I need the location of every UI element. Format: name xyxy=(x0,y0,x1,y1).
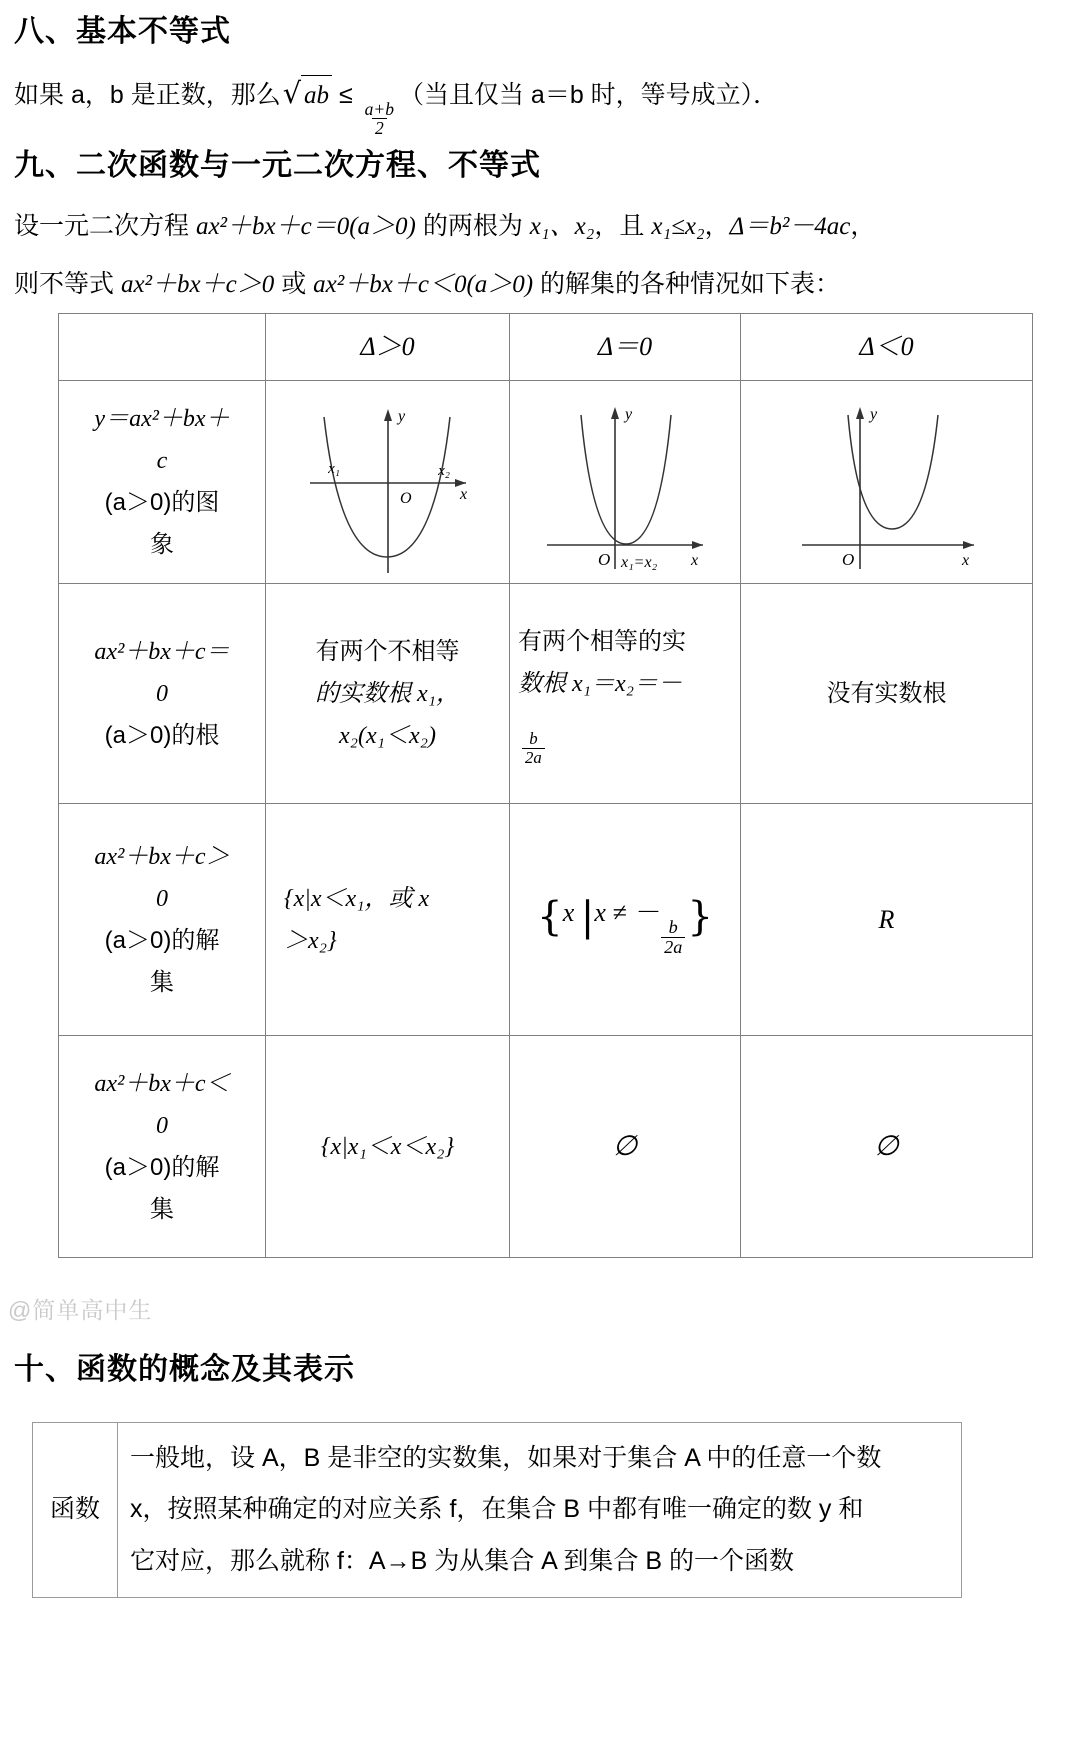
row-label-roots xyxy=(59,584,266,804)
label-x2: x₂ xyxy=(437,463,450,479)
cell-line: R xyxy=(878,904,895,934)
basic-inequality-statement xyxy=(14,76,779,139)
line2-inequality-1: ax²＋bx＋c＞0 xyxy=(120,271,275,298)
parabola-curve xyxy=(848,415,938,529)
label-x-axis: x xyxy=(961,552,969,569)
cell-line: ∅ xyxy=(874,1131,899,1162)
row-label-line: ax²＋bx＋c＜ xyxy=(94,1070,230,1097)
fraction-denominator: 2a xyxy=(522,748,545,767)
table-row xyxy=(59,584,1033,804)
cell-line: 数根 x₁＝x₂＝－ xyxy=(518,670,682,697)
set-condition: x ≠ － xyxy=(594,897,660,927)
roots-cell-delta-lt xyxy=(741,584,1033,804)
cell-line: 有两个相等的实 xyxy=(518,627,686,655)
row-label-graph xyxy=(59,381,266,584)
definition-line: 它对应，那么就称 f：A→B 为从集合 A 到集合 B 的一个函数 xyxy=(130,1546,794,1575)
line1-p2: 的两根为 xyxy=(415,212,530,240)
table-row xyxy=(59,1036,1033,1258)
graph-cell-no-root xyxy=(741,381,1033,584)
watermark: @简单高中生 xyxy=(8,1297,153,1323)
y-axis-arrow xyxy=(384,409,392,421)
left-brace: { xyxy=(537,892,563,940)
header-delta-eq: Δ＝0 xyxy=(510,314,741,381)
row-label-line: (a＞0)的解 xyxy=(104,926,220,954)
row-label-line: (a＞0)的图 xyxy=(104,489,220,516)
function-row-label: 函数 xyxy=(33,1423,118,1598)
fraction-b-over-2a xyxy=(522,730,545,766)
label-origin: O xyxy=(841,550,854,569)
table-row xyxy=(59,804,1033,1036)
statement-tail: （当且仅当 a＝b 时，等号成立）． xyxy=(398,81,779,109)
solution-cell-gt-delta-eq xyxy=(510,804,741,1036)
definition-line: x，按照某种确定的对应关系 f，在集合 B 中都有唯一确定的数 y 和 xyxy=(130,1495,864,1524)
row-label-line: ax²＋bx＋c＞ xyxy=(94,843,230,870)
x-axis-arrow xyxy=(963,541,974,549)
fraction-numerator: a+b xyxy=(364,99,394,119)
function-definition-text xyxy=(118,1423,962,1598)
table-row xyxy=(33,1423,962,1598)
line1-roots: x₁、x₂ xyxy=(529,213,595,240)
y-axis-arrow xyxy=(856,407,864,419)
row-label-line: 0 xyxy=(156,680,168,707)
label-origin: O xyxy=(399,490,412,507)
row-label-lt xyxy=(59,1036,266,1258)
parabola-two-roots-graph xyxy=(274,387,501,577)
row-label-line: ax²＋bx＋c＝ xyxy=(94,638,230,665)
graph-cell-two-roots xyxy=(266,381,510,584)
header-corner-cell xyxy=(59,314,266,381)
label-x-axis: x xyxy=(459,486,467,503)
line1-p1: 设一元二次方程 xyxy=(14,212,196,240)
cell-line: 有两个不相等 xyxy=(315,637,460,665)
line1-root-order: x₁≤x₂ xyxy=(651,213,705,240)
row-label-line: 象 xyxy=(150,531,174,558)
section-9-line-1 xyxy=(14,208,875,246)
cell-line: {x|x₁＜x＜x₂} xyxy=(320,1133,455,1160)
parabola-curve xyxy=(324,417,450,557)
solution-cell-gt-delta-lt xyxy=(741,804,1033,1036)
fraction-a-plus-b-over-2 xyxy=(362,100,397,138)
x-axis-arrow xyxy=(692,541,703,549)
quadratic-comparison-table xyxy=(58,313,1033,1258)
graph-cell-one-root xyxy=(510,381,741,584)
label-y-axis: y xyxy=(869,406,877,423)
line2-p3: 的解集的各种情况如下表： xyxy=(533,270,841,298)
right-brace: } xyxy=(687,892,713,940)
cell-line: {x|x＜x₁，或 x xyxy=(284,885,430,912)
radical-symbol: √ xyxy=(282,76,302,110)
header-delta-gt: Δ＞0 xyxy=(266,314,510,381)
header-delta-lt: Δ＜0 xyxy=(741,314,1033,381)
section-9-heading xyxy=(14,148,541,184)
separator-bar: | xyxy=(580,892,595,940)
cell-line: ∅ xyxy=(612,1131,638,1162)
line1-p3: ，且 xyxy=(594,212,652,240)
table-header-row xyxy=(59,314,1033,381)
solution-cell-lt-delta-eq xyxy=(510,1036,741,1258)
fraction-b-over-2a xyxy=(661,918,685,957)
definition-line: 一般地，设 A，B 是非空的实数集，如果对于集合 A 中的任意一个数 xyxy=(130,1444,882,1472)
parabola-one-root-svg xyxy=(527,387,723,575)
roots-cell-delta-eq xyxy=(510,584,741,804)
cell-line: 没有实数根 xyxy=(826,679,947,707)
label-x1: x₁ xyxy=(327,461,340,477)
solution-cell-lt-delta-lt xyxy=(741,1036,1033,1258)
cell-line: x₂(x₁＜x₂) xyxy=(339,722,436,749)
label-y-axis: y xyxy=(397,408,405,425)
line2-inequality-2: ax²＋bx＋c＜0(a＞0) xyxy=(313,271,534,298)
quadratic-comparison-table-wrapper xyxy=(58,313,1033,1258)
y-axis-arrow xyxy=(611,407,619,419)
section-8-heading xyxy=(14,14,231,50)
row-label-gt xyxy=(59,804,266,1036)
label-x-axis: x xyxy=(691,552,699,569)
parabola-two-roots-svg xyxy=(288,387,488,575)
function-definition-table xyxy=(32,1422,962,1598)
sqrt-expression xyxy=(281,72,332,115)
roots-cell-delta-gt xyxy=(266,584,510,804)
parabola-no-root-graph xyxy=(749,387,1024,577)
section-10-heading xyxy=(14,1352,355,1388)
row-label-line: y＝ax²＋bx＋ xyxy=(94,406,230,432)
row-label-line: c xyxy=(156,448,168,474)
table-row xyxy=(59,381,1033,584)
heading-text: 十、函数的概念及其表示 xyxy=(14,1353,355,1386)
function-definition-table-wrapper xyxy=(32,1422,962,1598)
row-label-line: (a＞0)的根 xyxy=(104,721,220,749)
line1-discriminant: Δ＝b²－4ac xyxy=(729,213,851,240)
set-var: x xyxy=(562,897,575,927)
parabola-curve xyxy=(581,415,671,544)
label-origin: O xyxy=(598,550,611,569)
fraction-numerator: b xyxy=(668,917,678,938)
row-label-line: (a＞0)的解 xyxy=(104,1153,220,1181)
line1-equation: ax²＋bx＋c＝0(a＞0) xyxy=(195,213,416,240)
solution-cell-gt-delta-gt xyxy=(266,804,510,1036)
solution-cell-lt-delta-gt xyxy=(266,1036,510,1258)
cell-line: 的实数根 x₁， xyxy=(315,680,460,707)
statement-lead: 如果 a，b 是正数，那么 xyxy=(14,81,281,109)
parabola-no-root-svg xyxy=(762,387,1012,575)
cell-line: ＞x₂} xyxy=(284,927,337,954)
parabola-one-root-graph xyxy=(518,387,732,577)
fraction-denominator: 2a xyxy=(661,937,685,957)
fraction-numerator: b xyxy=(529,729,538,749)
le-operator: ≤ xyxy=(338,81,353,109)
heading-text: 九、二次函数与一元二次方程、不等式 xyxy=(14,149,541,182)
line2-p1: 则不等式 xyxy=(14,270,121,298)
row-label-line: 集 xyxy=(150,968,174,996)
line1-p4: ， xyxy=(704,212,730,240)
cell-fraction xyxy=(518,705,732,767)
line2-p2: 或 xyxy=(274,270,314,298)
set-builder-expression xyxy=(537,892,713,958)
row-label-line: 0 xyxy=(156,885,168,912)
section-8-body xyxy=(14,72,778,138)
fraction-denominator: 2 xyxy=(372,118,387,137)
row-label-line: 0 xyxy=(156,1112,168,1139)
label-y-axis: y xyxy=(625,406,633,423)
line1-p5: ， xyxy=(850,212,876,240)
section-9-line-2 xyxy=(14,266,840,304)
sqrt-radicand: ab xyxy=(301,75,332,115)
row-label-line: 集 xyxy=(150,1195,174,1223)
label-root: x₁=x₂ xyxy=(621,554,658,571)
heading-text: 八、基本不等式 xyxy=(14,15,231,48)
